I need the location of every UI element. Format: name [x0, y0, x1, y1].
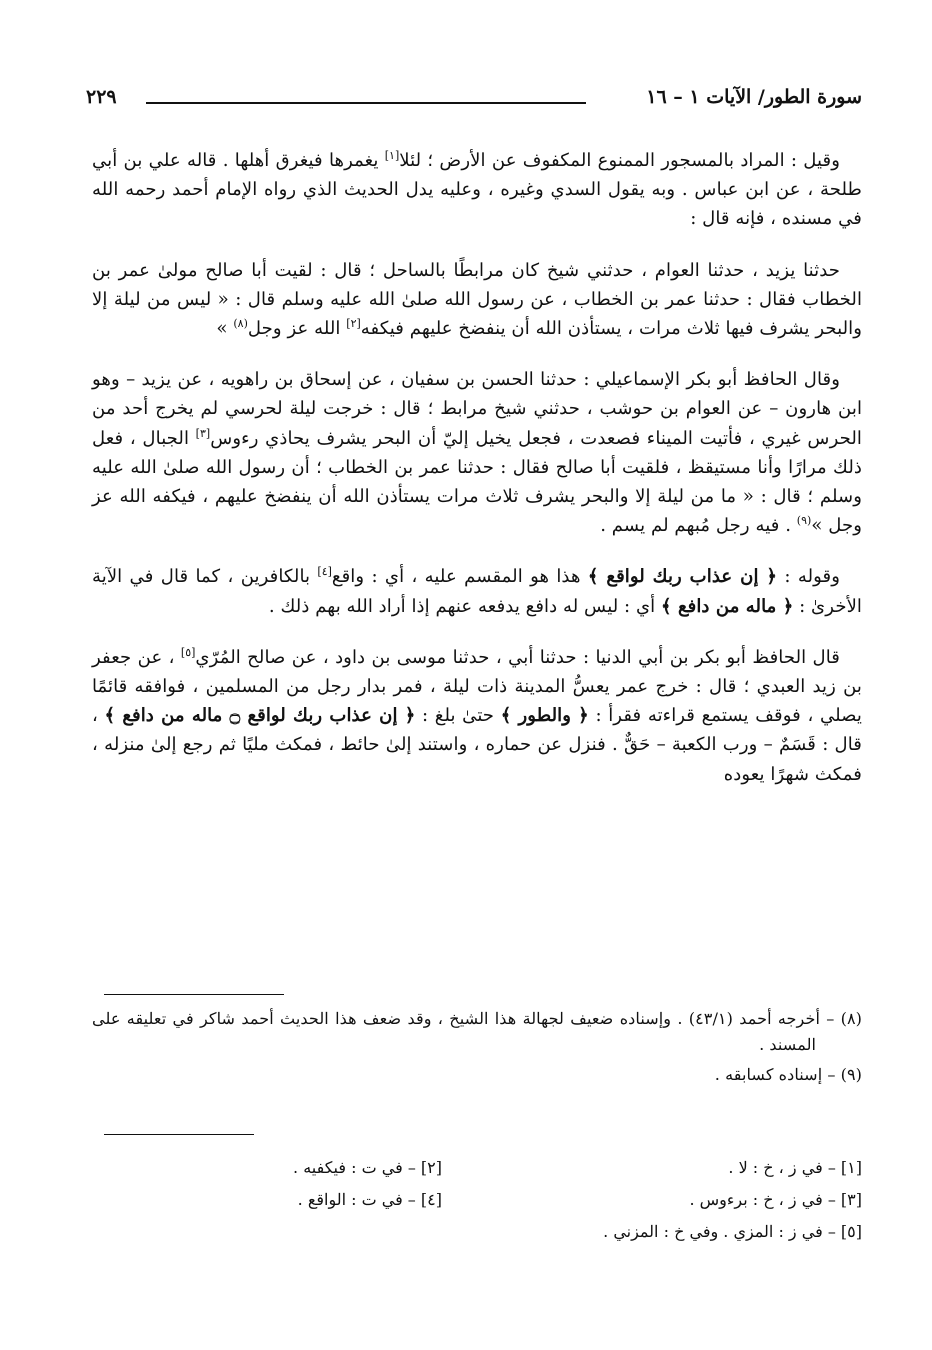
paragraph-3	[92, 365, 862, 540]
text-segment: أي : ليس له دافع يدفعه عنهم إذا أراد الله بهم ذلك .	[268, 595, 662, 617]
variant-note-2	[293, 1152, 442, 1184]
main-text	[92, 146, 862, 811]
text-segment: هذا هو المقسم عليه ، أي : واقع	[331, 566, 588, 588]
text-segment: »	[216, 318, 234, 340]
text-segment: قال الحافظ أبو بكر بن أبي الدنيا : حدثنا أبي ، حدثنا موسى بن داود ، عن صالح المُرّي	[195, 646, 840, 668]
variant-note-3	[689, 1184, 862, 1216]
text-segment: . فيه رجل مُبهم لم يسم .	[600, 515, 797, 537]
text-segment: وقال الحافظ أبو بكر الإسماعيلي : حدثنا الحسن بن سفيان ، عن إسحاق بن راهويه ، عن يزيد – وهو ابن هارون – عن العوام بن حوشب ، حدثني شيخ مرابط ؛ قال : خرجت ليلة لحرسي لم يخرج أحد من الحرس غيري ، فأتيت الميناء فصعدت ، فجعل يخيل إليّ أن البحر يشرف يحاذي رءوس	[92, 369, 862, 449]
footnote-9	[92, 1062, 862, 1088]
paragraph-2	[92, 256, 862, 344]
variants-separator	[104, 1134, 254, 1135]
footnote-ref: (٩)	[796, 514, 812, 528]
variants-row	[92, 1216, 862, 1248]
quran-quote: ﴿ والطور ﴾	[500, 705, 589, 727]
footnotes	[92, 1006, 862, 1092]
variant-text: – في ت : الواقع .	[297, 1190, 416, 1209]
variant-text: – في ز ، خ : برءوس .	[689, 1190, 836, 1209]
paragraph-5	[92, 643, 862, 789]
variant-text: – في ز ، خ : لا .	[728, 1158, 836, 1177]
variant-number: [٢]	[420, 1158, 442, 1177]
text-segment: وقيل : المراد بالمسجور الممنوع المكفوف عن الأرض ؛ لئلا	[399, 150, 840, 171]
text-segment: ، قال : قَسَمٌ – ورب الكعبة – حَقٌّ . فنزل عن حماره ، واستند إلىٰ حائط ، فمكث مليًا ثم رجع إلىٰ منزله ، فمكث شهرًا يعوده	[92, 705, 862, 785]
footnote-ref: (٨)	[233, 316, 248, 330]
variant-ref: [٢]	[346, 316, 361, 330]
text-segment: الجبال ، فعل ذلك مرارًا وأنا مستيقظ ، فلقيت أبا صالح فقال : حدثنا عمر بن الخطاب ؛ أن رسول الله صلىٰ الله عليه وسلم ؛ قال : « ما من ليلة إلا والبحر يشرف ثلاث مرات يستأذن الله أن ينفضخ عليهم ، فيكفه الله عز وجل »	[92, 427, 862, 537]
text-segment: ، عن جعفر بن زيد العبدي ؛ قال : خرج عمر يعسُّ المدينة ذات ليلة ، فمر بدار رجل من المسلمين ، فوافقه قائمًا يصلي ، فوقف يستمع قراءته فقرأ :	[92, 646, 862, 727]
footnote-text: أخرجه أحمد (٤٣/١) . وإسناده ضعيف لجهالة هذا الشيخ ، وقد ضعف هذا الحديث أحمد شاكر في تعليقه على المسند .	[92, 1009, 820, 1054]
footnote-number: (٨) –	[826, 1009, 862, 1028]
footnote-8	[92, 1006, 862, 1058]
manuscript-variants	[92, 1152, 862, 1248]
text-segment: وقوله :	[777, 566, 840, 588]
variant-note-4	[298, 1184, 442, 1216]
variant-number: [٣]	[840, 1190, 862, 1209]
text-segment: الله عز وجل	[247, 318, 347, 340]
variant-text: – في ز : المزي . وفي خ : المزني .	[603, 1222, 836, 1241]
variants-row	[92, 1184, 862, 1216]
variant-ref: [٥]	[180, 645, 196, 659]
quran-quote: ﴿ ماله من دافع ﴾	[661, 595, 794, 617]
text-segment: يغمرها فيغرق أهلها . قاله علي بن أبي طلحة ، عن ابن عباس . وبه يقول السدي وغيره ، وعليه يدل الحديث الذي رواه الإمام أحمد رحمه الله في مسنده ، فإنه قال :	[92, 150, 862, 230]
text-segment: حتىٰ بلغ :	[415, 705, 501, 727]
variant-number: [٤]	[420, 1190, 442, 1209]
page-number: ٢٢٩	[86, 86, 117, 108]
variant-number: [١]	[840, 1158, 862, 1177]
variant-ref: [٤]	[317, 565, 332, 579]
footnote-separator	[104, 994, 284, 995]
running-header	[86, 86, 862, 120]
variant-note-5	[603, 1216, 862, 1248]
variant-text: – في ت : فيكفيه .	[293, 1158, 416, 1177]
header-rule	[146, 102, 586, 104]
footnote-text: إسناده كسابقه .	[714, 1065, 823, 1084]
footnote-number: (٩) –	[827, 1065, 862, 1084]
variant-ref: [١]	[384, 148, 400, 162]
paragraph-1	[92, 146, 862, 234]
text-segment: بالكافرين ، كما قال في الآية الأخرىٰ :	[92, 566, 862, 617]
variant-ref: [٣]	[195, 426, 211, 440]
quran-quote: ﴿ إن عذاب ربك لواقع ﴾	[587, 566, 778, 588]
text-segment: حدثنا يزيد ، حدثنا العوام ، حدثني شيخ كان مرابطًا بالساحل ؛ قال : لقيت أبا صالح مولىٰ عمر بن الخطاب فقال : حدثنا عمر بن الخطاب ، عن رسول الله صلىٰ الله عليه وسلم قال : « ليس من ليلة إلا والبحر يشرف فيها ثلاث مرات ، يستأذن الله أن ينفضخ عليهم فيكفه	[92, 259, 862, 340]
quran-quote: ﴿ إن عذاب ربك لواقع ۝ ماله من دافع ﴾	[104, 705, 416, 727]
variant-number: [٥]	[840, 1222, 862, 1241]
paragraph-4	[92, 562, 862, 620]
variant-note-1	[728, 1152, 862, 1184]
surah-title: سورة الطور/ الآيات ١ – ١٦	[646, 86, 862, 108]
variants-row	[92, 1152, 862, 1184]
